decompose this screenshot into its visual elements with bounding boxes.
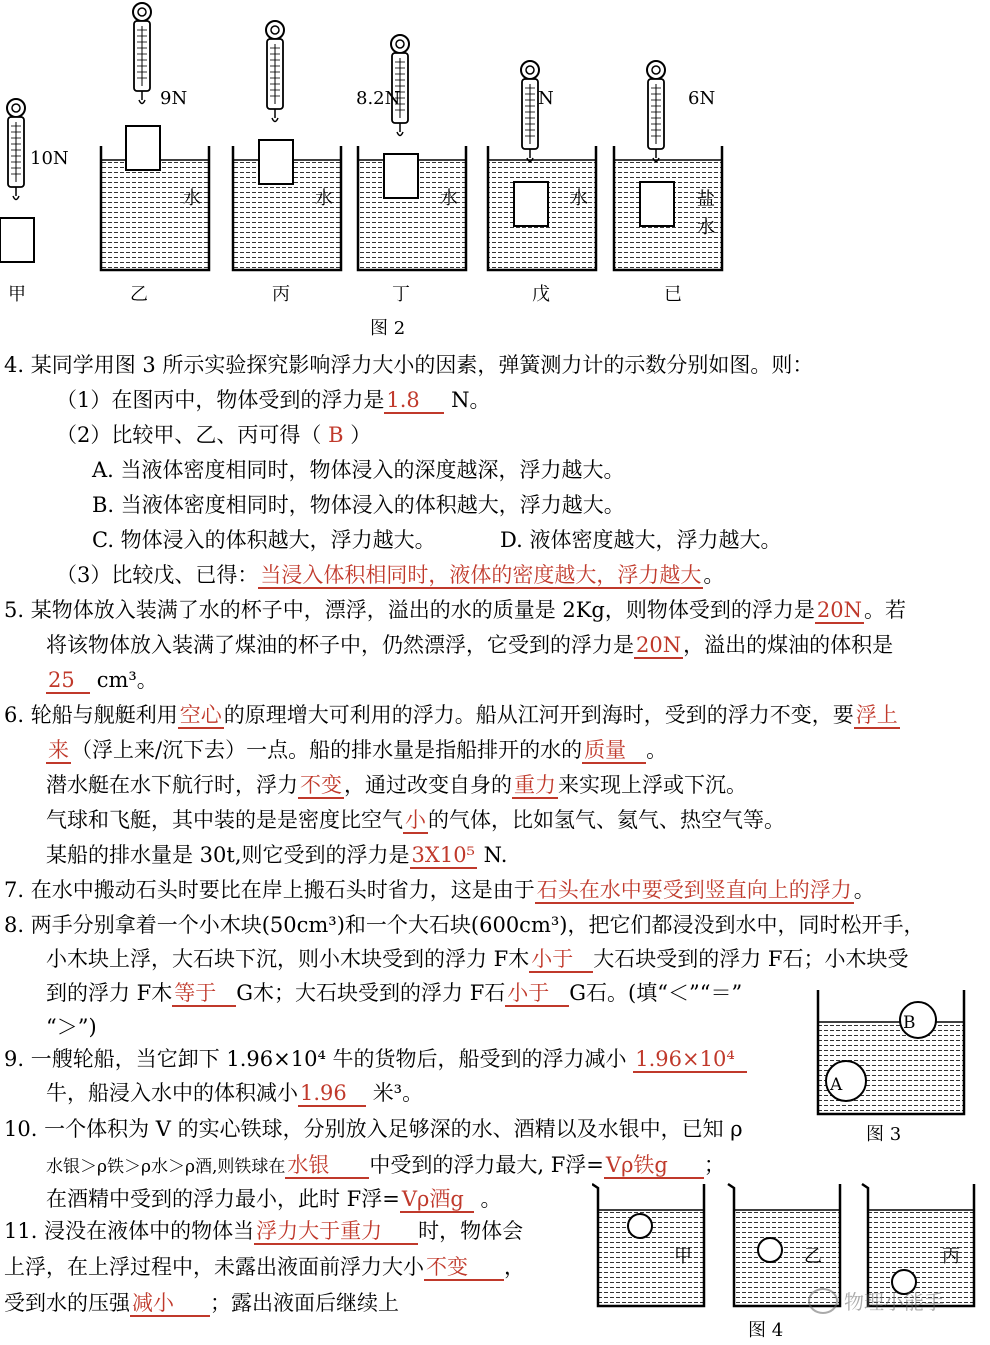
q4-option-d: D. 液体密度越大，浮力越大。 xyxy=(500,528,782,552)
q6-line1: 6. 轮船与舰艇利用空心的原理增大可利用的浮力。船从江河开到海时，受到的浮力不变，要浮上 xyxy=(4,703,898,727)
q4-option-a: A. 当液体密度相同时，物体浸入的深度越深，浮力越大。 xyxy=(92,458,625,482)
q4-stem: 4. 某同学用图 3 所示实验探究影响浮力大小的因素，弹簧测力计的示数分别如图。则： xyxy=(4,353,814,377)
figure-4-caption: 图 4 xyxy=(748,1320,784,1341)
q4-part1: （1）在图丙中，物体受到的浮力是1.8 N。 xyxy=(56,388,491,412)
q6-line5: 某船的排水量是 30t,则它受到的浮力是3X10⁵ N. xyxy=(46,843,508,867)
q4-part3: （3）比较戊、已得：当浸入体积相同时，液体的密度越大，浮力越大。 xyxy=(56,563,725,587)
q6-line2: 来（浮上来/沉下去）一点。船的排水量是指船排开的水的质量 。 xyxy=(48,738,668,762)
reading-yi: 9N xyxy=(160,88,188,109)
answer: 当浸入体积相同时，液体的密度越大，浮力越大 xyxy=(260,563,702,587)
block-ji xyxy=(640,182,674,226)
answer: 等于 xyxy=(172,981,236,1007)
q4-option-b: B. 当液体密度相同时，物体浸入的体积越大，浮力越大。 xyxy=(92,493,625,517)
label-jia: 甲 xyxy=(8,284,26,305)
q9-line2: 牛，船浸入水中的体积减小1.96 米³。 xyxy=(46,1081,424,1105)
q11-line3: 受到水的压强减小 ；露出液面后继续上 xyxy=(4,1291,399,1315)
block-yi xyxy=(126,126,160,170)
answer: 重力 xyxy=(514,773,556,797)
answer: 20N xyxy=(816,598,862,622)
liquid-bing: 水 xyxy=(315,188,333,209)
figure-3-caption: 图 3 xyxy=(866,1124,902,1145)
answer: 浮上 xyxy=(855,703,898,727)
q11-line1: 11. 浸没在液体中的物体当浮力大于重力 时，物体会 xyxy=(4,1219,524,1243)
label-ding: 丁 xyxy=(392,284,410,305)
reading-jia: 10N xyxy=(30,148,69,169)
answer: 1.96 xyxy=(298,1081,366,1107)
reading-ding: 8.2N xyxy=(356,88,401,109)
answer: 小于 xyxy=(529,947,593,973)
q10-line2: 水银＞ρ铁＞ρ水＞ρ酒,则铁球在水银 中受到的浮力最大, F浮=Vρ铁g ； xyxy=(46,1153,725,1177)
q8-line2: 小木块上浮，大石块下沉，则小木块受到的浮力 F木小于 大石块受到的浮力 F石；小木块受 xyxy=(46,947,909,971)
answer: 3X10⁵ xyxy=(411,843,475,867)
label-b: B xyxy=(903,1013,916,1033)
figure-2 xyxy=(0,0,990,310)
label-a: A xyxy=(830,1075,843,1095)
q9-line1: 9. 一艘轮船，当它卸下 1.96×10⁴ 牛的货物后，船受到的浮力减小 1.96×10⁴ xyxy=(4,1046,747,1073)
watermark: 物理小能手 xyxy=(808,1286,944,1315)
answer: 1.96×10⁴ xyxy=(633,1047,747,1073)
q4-part2: （2）比较甲、乙、丙可得（ B ） xyxy=(56,423,372,447)
label-wu: 戊 xyxy=(532,284,550,305)
q10-line3: 在酒精中受到的浮力最小，此时 F浮=Vρ酒g 。 xyxy=(46,1187,502,1211)
q6-line3: 潜水艇在水下航行时，浮力不变，通过改变自身的重力来实现上浮或下沉。 xyxy=(46,773,747,797)
figure-2-caption: 图 2 xyxy=(370,318,406,339)
answer: 25 xyxy=(46,668,90,694)
answer: 小 xyxy=(405,808,426,832)
q8-line4: “＞”) xyxy=(46,1015,97,1039)
block-wu xyxy=(514,182,548,226)
q6-line4: 气球和飞艇，其中装的是是密度比空气小的气体，比如氢气、氦气、热空气等。 xyxy=(46,808,785,832)
block-bing xyxy=(259,140,293,184)
block-jia xyxy=(0,218,34,262)
answer: Vρ酒g xyxy=(400,1187,474,1213)
answer: 石头在水中要受到竖直向上的浮力 xyxy=(536,878,852,902)
q10-line1: 10. 一个体积为 V 的实心铁球，分别放入足够深的水、酒精以及水银中，已知 ρ xyxy=(4,1117,743,1141)
q11-line2: 上浮，在上浮过程中，未露出液面前浮力大小不变 ， xyxy=(4,1255,525,1279)
fig4-label-bing: 丙 xyxy=(942,1246,960,1267)
answer: 来 xyxy=(48,738,69,762)
answer: 浮力大于重力 xyxy=(254,1219,418,1245)
answer: 减小 xyxy=(130,1291,210,1317)
answer: 不变 xyxy=(424,1255,504,1281)
label-bing: 丙 xyxy=(272,284,290,305)
answer: 20N xyxy=(636,633,682,657)
label-yi: 乙 xyxy=(130,284,148,305)
answer: 质量 xyxy=(582,738,646,764)
wechat-icon xyxy=(808,1288,838,1314)
fig4-label-jia: 甲 xyxy=(674,1246,692,1267)
answer: Vρ铁g xyxy=(604,1153,704,1179)
block-ding xyxy=(384,154,418,198)
q4-option-c: C. 物体浸入的体积越大，浮力越大。 xyxy=(92,528,436,552)
reading-wu: N xyxy=(538,88,554,109)
fig4-label-yi: 乙 xyxy=(804,1246,822,1267)
answer: 水银 xyxy=(285,1153,369,1179)
answer: 空心 xyxy=(179,703,222,727)
answer: 小于 xyxy=(505,981,569,1007)
answer: B xyxy=(328,423,344,447)
liquid-ding: 水 xyxy=(440,188,458,209)
q8-line3: 到的浮力 F木等于 G木；大石块受到的浮力 F石小于 G石。(填“＜”“＝” xyxy=(46,981,743,1005)
label-ji: 已 xyxy=(664,284,682,305)
liquid-yi: 水 xyxy=(183,188,201,209)
q5-line1: 5. 某物体放入装满了水的杯子中，漂浮，溢出的水的质量是 2Kg，则物体受到的浮力是20N。若 xyxy=(4,598,906,622)
q7: 7. 在水中搬动石头时要比在岸上搬石头时省力，这是由于石头在水中要受到竖直向上的浮力。 xyxy=(4,878,875,902)
q8-line1: 8. 两手分别拿着一个小木块(50cm³)和一个大石块(600cm³)，把它们都浸没到水中，同时松开手， xyxy=(4,913,925,937)
reading-ji: 6N xyxy=(688,88,716,109)
q5-line2: 将该物体放入装满了煤油的杯子中，仍然漂浮，它受到的浮力是20N，溢出的煤油的体积是 xyxy=(46,633,894,657)
answer: 不变 xyxy=(300,773,342,797)
liquid-ji: 盐 水 xyxy=(697,189,715,238)
figure-3 xyxy=(812,988,972,1118)
liquid-wu: 水 xyxy=(570,188,588,209)
answer: 1.8 xyxy=(384,388,444,414)
q5-line3: 25 cm³。 xyxy=(48,668,158,692)
